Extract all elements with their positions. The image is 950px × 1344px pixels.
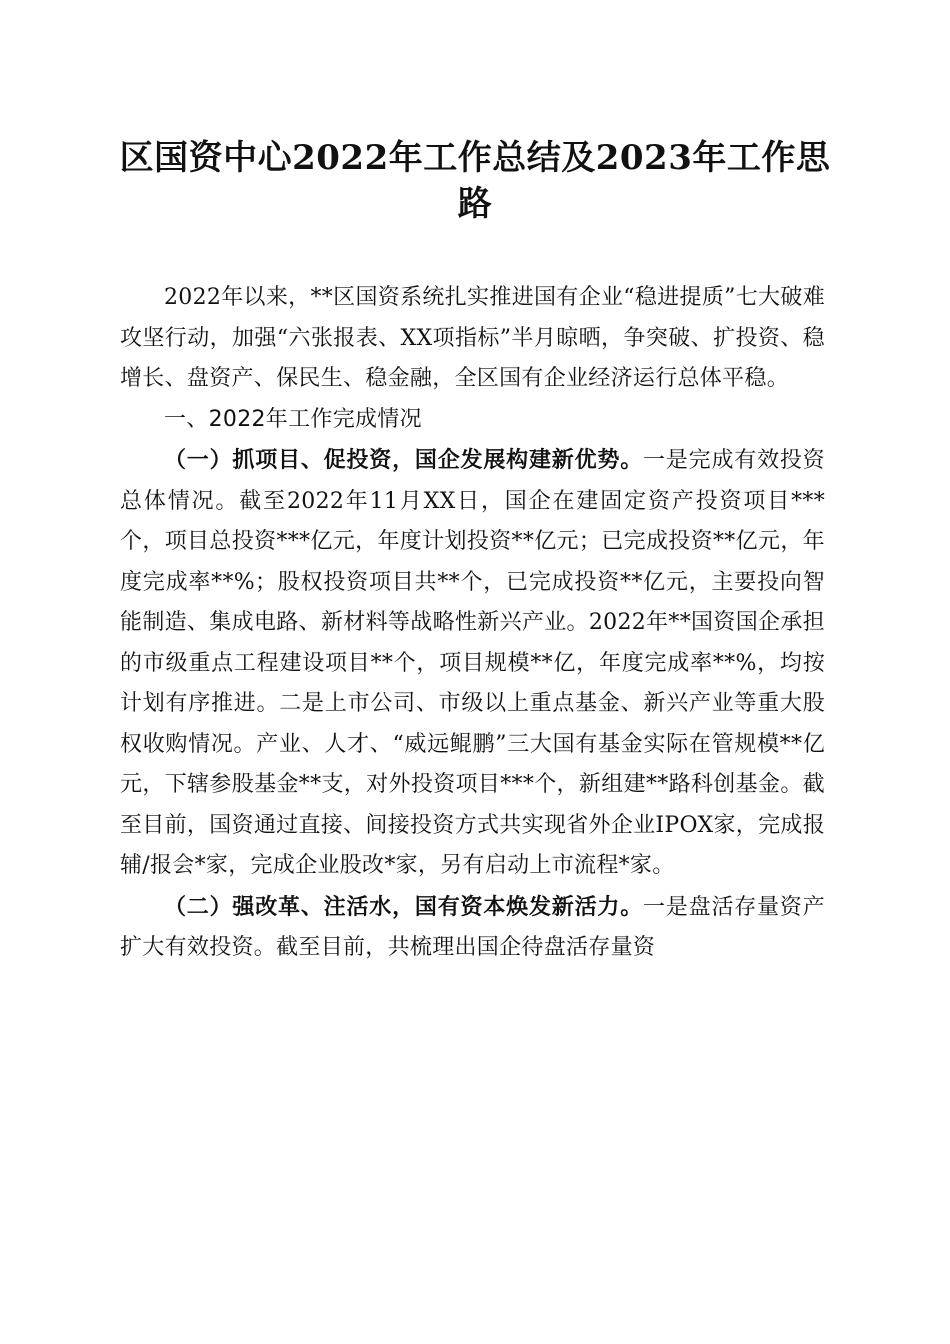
paragraph-lead: （二）强改革、注活水，国有资本焕发新活力。 bbox=[164, 893, 644, 920]
paragraph-text: 一是完成有效投资总体情况。截至2022年11月XX日，国企在建固定资产投资项目***个，项目总投资***亿元，年度计划投资**亿元；已完成投资**亿元，年度完成率**%；股权投资项目共**个，已完成投资**亿元，主要投向智能制造、集成电路、新材料等战略性新兴产业。2022年**国资国企承担的市级重点工程建设项目**个，项目规模**亿，年度完成率**%，均按计划有序推进。二是上市公司、市级以上重点基金、新兴产业等重大股权收购情况。产业、人才、“威远鲲鹏”三大国有基金实际在管规模**亿元，下辖参股基金**支，对外投资项目***个，新组建**路科创基金。截至目前，国资通过直接、间接投资方式共实现省外企业IPOX家，完成报辅/报会*家，完成企业股改*家，另有启动上市流程*家。 bbox=[120, 448, 825, 878]
intro-paragraph: 2022年以来，**区国资系统扎实推进国有企业“稳进提质”七大破难攻坚行动，加强“六张报表、XX项指标”半月晾晒，争突破、扩投资、稳增长、盘资产、保民生、稳金融，全区国有企业经济运行总体平稳。 bbox=[120, 285, 825, 391]
section-paragraph bbox=[120, 887, 825, 969]
paragraph-lead: （一）抓项目、促投资，国企发展构建新优势。 bbox=[164, 447, 644, 473]
document-title: 区国资中心2022年工作总结及2023年工作思路 bbox=[119, 138, 831, 224]
document-body bbox=[120, 278, 825, 969]
section-heading: 一、2022年工作完成情况 bbox=[164, 406, 422, 432]
section-paragraph bbox=[120, 440, 825, 887]
paragraph-text: 一是盘活存量资产扩大有效投资。截至目前，共梳理出国企待盘活存量资 bbox=[120, 894, 825, 960]
